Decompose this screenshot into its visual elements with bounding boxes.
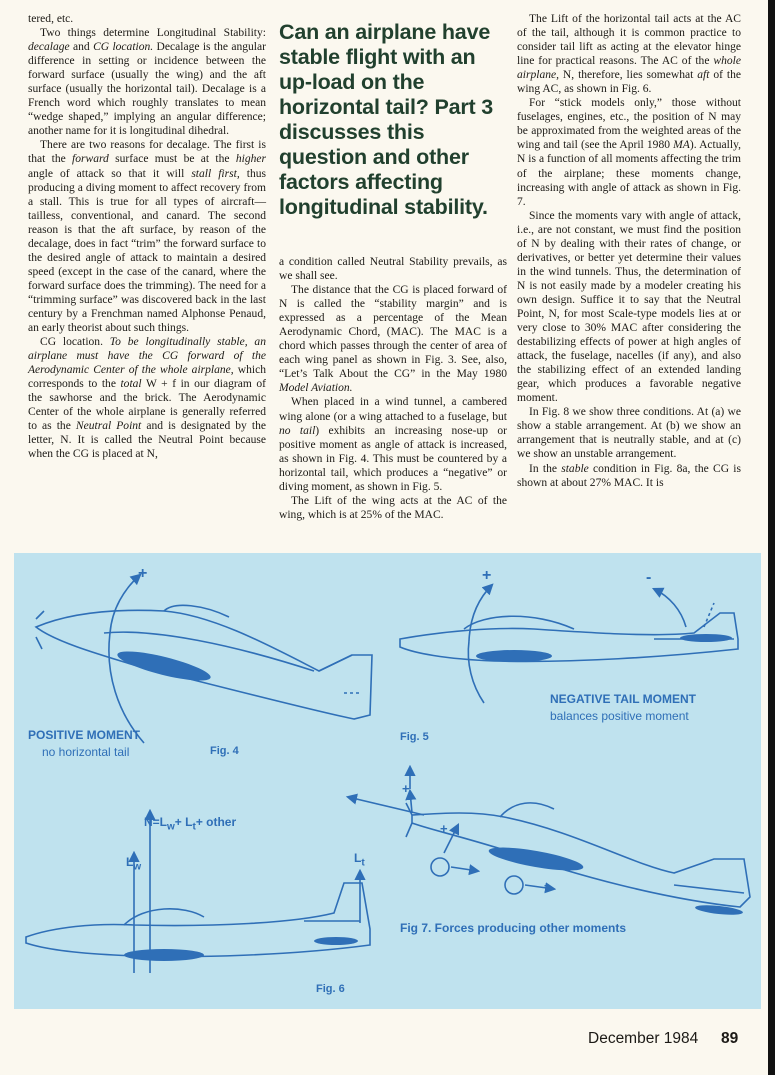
fig4-label: Fig. 4 <box>210 745 239 757</box>
column-2 <box>279 255 507 522</box>
fig5-tail-plane <box>680 634 732 642</box>
paragraph: For “stick models only,” those without fuselages, engines, etc., the position of N may be approximated from the weighted areas of the wing and tail (see the April 1980 MA). Actually, N is a function of all moments affecting the trim of the airplane; these moments change, increasing with angle of attack as shown in Fig. 7. <box>517 97 741 208</box>
fig5-caption-subtitle: balances positive moment <box>550 709 689 723</box>
fig6-tail-plane <box>314 937 358 945</box>
figures-drawing <box>14 553 761 1009</box>
footer-date: December 1984 <box>588 1030 699 1047</box>
fig5-minus-sign: - <box>646 569 652 586</box>
page-edge <box>768 0 775 1075</box>
fig4-plus-sign: + <box>138 565 148 582</box>
headline: Can an airplane have stable flight with an up-load on the horizontal tail? Part 3 discusses this question and other factors affecting longitudinal stability. <box>279 20 494 219</box>
fig7-minus-sign: - <box>470 859 475 874</box>
fig5-caption-title: NEGATIVE TAIL MOMENT <box>550 692 696 706</box>
fig6-airplane <box>26 811 370 973</box>
fig4-caption-subtitle: no horizontal tail <box>42 745 130 759</box>
fig7-tail-plane <box>695 904 744 917</box>
paragraph: In the stable condition in Fig. 8a, the CG is shown at about 27% MAC. It is <box>517 462 742 489</box>
fig4-wing <box>115 646 213 687</box>
fig4-airplane <box>36 575 372 743</box>
paragraph: Two things determine Longitudinal Stability: decalage and CG location. Decalage is the angular difference in setting or incidence between the forward surface (usually the wing) and the aft surface (usually the horizontal tail). Decalage is a French word which roughly translates to mean “wedge shaped,” implying an angular difference; another name for it is longitudinal dihedral. <box>28 27 266 138</box>
fig4-caption-title: POSITIVE MOMENT <box>28 728 141 742</box>
paragraph: The Lift of the wing acts at the AC of the wing, which is at 25% of the MAC. <box>279 494 507 521</box>
figure-panel <box>14 553 761 1009</box>
paragraph: There are two reasons for decalage. The first is that the forward surface must be at the higher angle of attack so that it will stall first, thus producing a diving moment to affect recovery from a stall. This is true for all types of aircraft—tailless, conventional, and canard. The second reason is that the aft surface, by reason of the decalage, does in fact “trim” the forward surface to the desired angle of attack to maintain a desired speed (except in the case of the canard, where the forward surface does the trimming). The need for a “trimming surface” was discovered back in the last century by a Frenchman named Alphonse Penaud, an early theorist about such things. <box>28 139 267 335</box>
paragraph: When placed in a wind tunnel, a cambered wing alone (or a wing attached to a fuselage, but no tail) exhibits an increasing nose-up or positive moment as angle of attack is increased, as shown in Fig. 4. This must be countered by a horizontal tail, which produces a “negative” or diving moment, as shown in Fig. 5. <box>279 396 507 493</box>
column-1 <box>28 12 266 462</box>
fig7-caption: Fig 7. Forces producing other moments <box>400 921 627 935</box>
fig7-wing <box>487 843 584 875</box>
paragraph: CG location. To be longitudinally stable, an airplane must have the CG forward of the Aerodynamic Center of the whole airplane, which corresponds to the total W + f in our diagram of the sawhorse and the brick. The Aerodynamic Center of the whole airplane is generally referred to as the Neutral Point and is designated by the letter, N. It is called the Neutral Point because when the CG is placed at N, <box>28 336 267 461</box>
fig5-wing <box>476 650 552 662</box>
fig7-plus-sign: + <box>402 781 410 796</box>
paragraph: Since the moments vary with angle of attack, i.e., are not constant, we must find the position of N by dealing with their rates of change, or derivatives, or better yet determine their values in the wind tunnels. Thus, the determination of N is not easily made by a modeler creating his own design. Suffice it to say that the Neutral Point, N, for most Scale-type models lies at or very close to 30% MAC after considering the destabilizing effects of power at high angles of attack, the fuselage, nacelles (if any), and also the stabilizing effect of an extended landing gear, which produces a favorable negative moment. <box>517 209 741 405</box>
fig5-plus-sign: + <box>482 567 492 584</box>
fig7-minus-sign-2: - <box>544 877 549 892</box>
fig6-wing <box>124 949 204 961</box>
paragraph: The Lift of the horizontal tail acts at the AC of the tail, although it is common practice to consider tail lift as acting at the elevator hinge line for practical reasons. The AC of the whole airplane, N, therefore, lies somewhat aft of the wing AC, as shown in Fig. 6. <box>517 13 741 96</box>
fig5-label: Fig. 5 <box>400 731 429 743</box>
paragraph: The distance that the CG is placed forward of N is called the “stability margin” and is expressed as a percentage of the Mean Aerodynamic Chord, (MAC). The MAC is a chord which passes through the center of area of each wing panel as shown in Fig. 3. See, also, “Let’s Talk About the CG” in the May 1980 Model Aviation. <box>279 284 507 395</box>
fig7-plus-sign-2: + <box>440 821 448 836</box>
page-number: 89 <box>721 1030 739 1047</box>
fig5-airplane <box>400 585 738 703</box>
fig6-lt-label: $L_t$ <box>354 851 365 869</box>
paragraph: a condition called Neutral Stability prevails, as we shall see. <box>279 256 507 283</box>
column-3 <box>517 12 741 490</box>
fig6-lw-label: $L_w$ <box>126 855 142 873</box>
fig6-label: Fig. 6 <box>316 983 345 995</box>
paragraph: tered, etc. <box>28 13 74 25</box>
paragraph: In Fig. 8 we show three conditions. At (a) we show a stable arrangement. At (b) we show an arrangement that is neutrally stable, and at (c) we show an unstable arrangement. <box>517 406 741 461</box>
fig6-n-formula: $N=L_w+ L_t+$ other <box>144 815 237 833</box>
